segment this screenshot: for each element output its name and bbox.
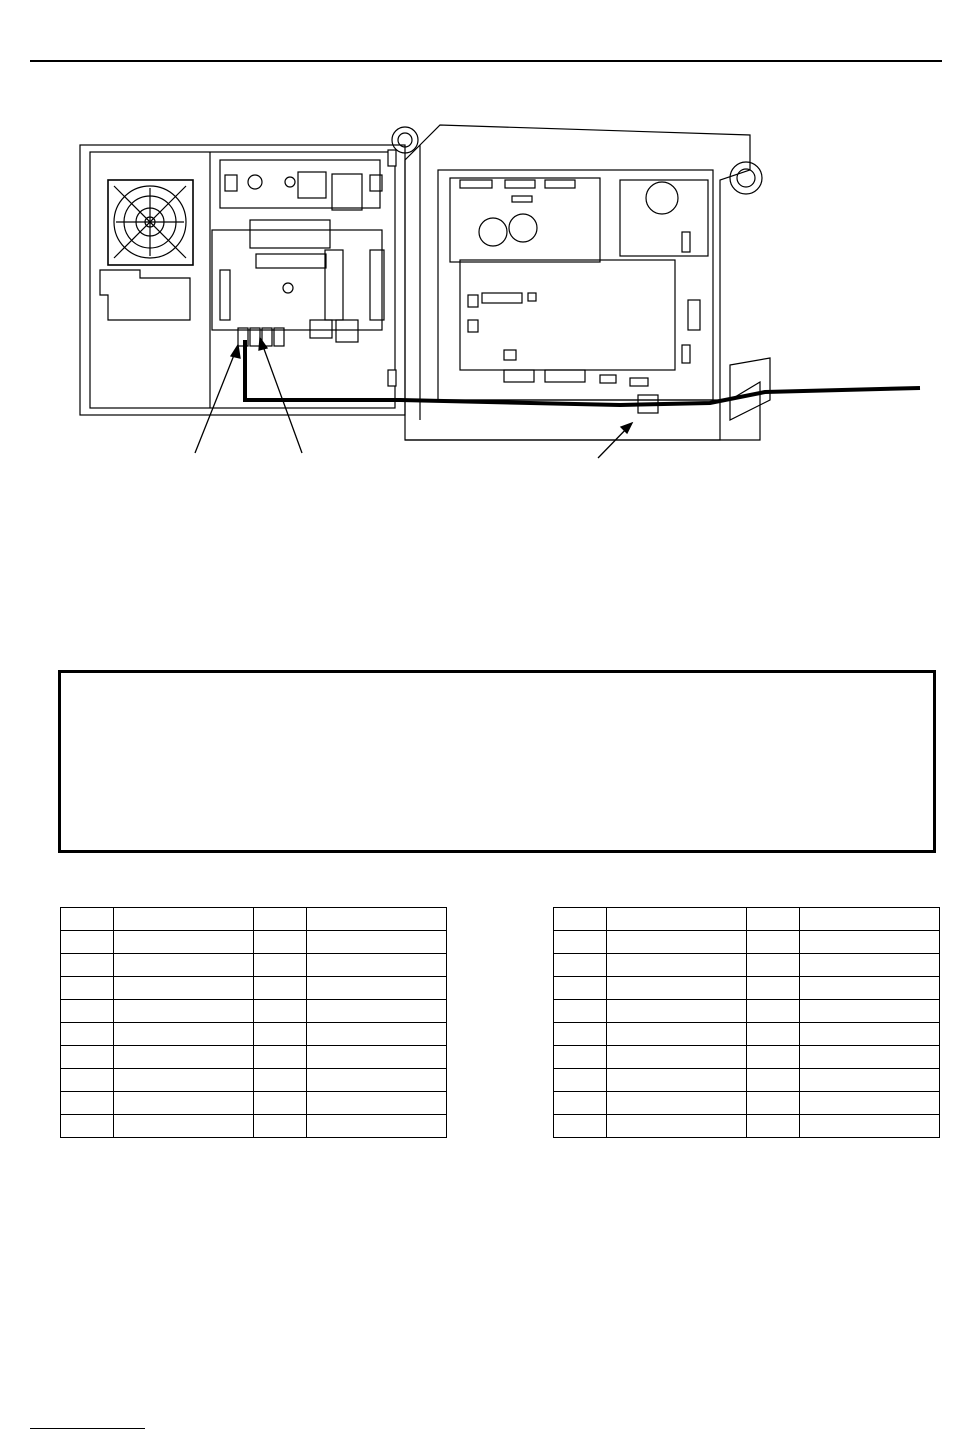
table-cell <box>554 1046 607 1069</box>
table-cell <box>254 1115 307 1138</box>
table-row <box>554 1069 940 1092</box>
table-cell <box>254 1046 307 1069</box>
table-row <box>554 1023 940 1046</box>
table-cell <box>254 977 307 1000</box>
table-cell <box>800 1000 940 1023</box>
table-cell <box>307 1092 447 1115</box>
table-cell <box>554 1000 607 1023</box>
table-cell <box>747 908 800 931</box>
table-cell <box>800 931 940 954</box>
table-cell <box>307 1115 447 1138</box>
table-row <box>61 954 447 977</box>
table-cell <box>61 1023 114 1046</box>
table-row <box>554 1092 940 1115</box>
table-cell <box>747 1069 800 1092</box>
table-row <box>61 908 447 931</box>
table-cell <box>554 977 607 1000</box>
table-cell <box>800 908 940 931</box>
table-cell <box>254 1069 307 1092</box>
table-cell <box>747 1046 800 1069</box>
table-row <box>61 1023 447 1046</box>
table-row <box>554 1000 940 1023</box>
table-cell <box>61 1000 114 1023</box>
table-cell <box>307 954 447 977</box>
header-rule <box>30 60 942 62</box>
table-cell <box>554 1092 607 1115</box>
main-board <box>212 160 384 346</box>
table-row <box>61 977 447 1000</box>
table-cell <box>747 1023 800 1046</box>
table-row <box>554 977 940 1000</box>
table-cell <box>61 1115 114 1138</box>
pin-table-left <box>60 907 447 1138</box>
table-cell <box>607 977 747 1000</box>
table-cell <box>114 1046 254 1069</box>
table-cell <box>800 1092 940 1115</box>
table-cell <box>800 1023 940 1046</box>
table-cell <box>307 1000 447 1023</box>
table-cell <box>114 908 254 931</box>
table-cell <box>307 1046 447 1069</box>
table-cell <box>254 1000 307 1023</box>
table-cell <box>607 1115 747 1138</box>
table-row <box>554 908 940 931</box>
table-cell <box>61 1069 114 1092</box>
table-cell <box>61 954 114 977</box>
table-cell <box>254 931 307 954</box>
table-cell <box>607 931 747 954</box>
table-cell <box>114 954 254 977</box>
left-door-panel <box>80 145 405 415</box>
table-cell <box>800 1046 940 1069</box>
table-row <box>554 1115 940 1138</box>
cabinet-drawing <box>60 120 940 480</box>
table-row <box>61 1092 447 1115</box>
table-cell <box>114 931 254 954</box>
table-cell <box>607 1092 747 1115</box>
table-cell <box>747 977 800 1000</box>
footer-rule <box>30 1428 145 1429</box>
table-cell <box>607 954 747 977</box>
table-row <box>61 1000 447 1023</box>
table-cell <box>307 908 447 931</box>
table-cell <box>254 1092 307 1115</box>
table-cell <box>747 1092 800 1115</box>
pin-table-right <box>553 907 940 1138</box>
table-cell <box>554 908 607 931</box>
table-cell <box>114 1115 254 1138</box>
table-cell <box>554 954 607 977</box>
table-cell <box>61 931 114 954</box>
table-cell <box>114 1000 254 1023</box>
table-cell <box>114 1069 254 1092</box>
table-cell <box>254 908 307 931</box>
table-cell <box>61 1092 114 1115</box>
table-cell <box>747 1115 800 1138</box>
table-cell <box>61 1046 114 1069</box>
table-cell <box>114 1023 254 1046</box>
table-cell <box>607 1023 747 1046</box>
table-cell <box>554 1115 607 1138</box>
table-row <box>61 1115 447 1138</box>
table-cell <box>61 908 114 931</box>
table-row <box>554 954 940 977</box>
table-cell <box>254 954 307 977</box>
table-row <box>61 1046 447 1069</box>
fan-icon <box>108 180 193 265</box>
table-cell <box>800 977 940 1000</box>
table-cell <box>307 1069 447 1092</box>
table-cell <box>254 1023 307 1046</box>
cable <box>245 340 920 405</box>
table-cell <box>307 931 447 954</box>
note-text <box>61 673 933 713</box>
table-row <box>554 1046 940 1069</box>
table-cell <box>554 1069 607 1092</box>
table-cell <box>554 1023 607 1046</box>
table-cell <box>800 954 940 977</box>
note-box <box>58 670 936 853</box>
right-cabinet <box>392 125 770 440</box>
table-cell <box>61 977 114 1000</box>
table-cell <box>307 977 447 1000</box>
table-cell <box>747 1000 800 1023</box>
table-cell <box>747 954 800 977</box>
table-row <box>61 1069 447 1092</box>
table-cell <box>607 908 747 931</box>
table-cell <box>554 931 607 954</box>
table-cell <box>800 1069 940 1092</box>
table-row <box>554 931 940 954</box>
table-cell <box>607 1046 747 1069</box>
table-row <box>61 931 447 954</box>
table-cell <box>607 1000 747 1023</box>
table-cell <box>307 1023 447 1046</box>
table-cell <box>114 1092 254 1115</box>
table-cell <box>607 1069 747 1092</box>
table-cell <box>747 931 800 954</box>
table-cell <box>114 977 254 1000</box>
table-cell <box>800 1115 940 1138</box>
